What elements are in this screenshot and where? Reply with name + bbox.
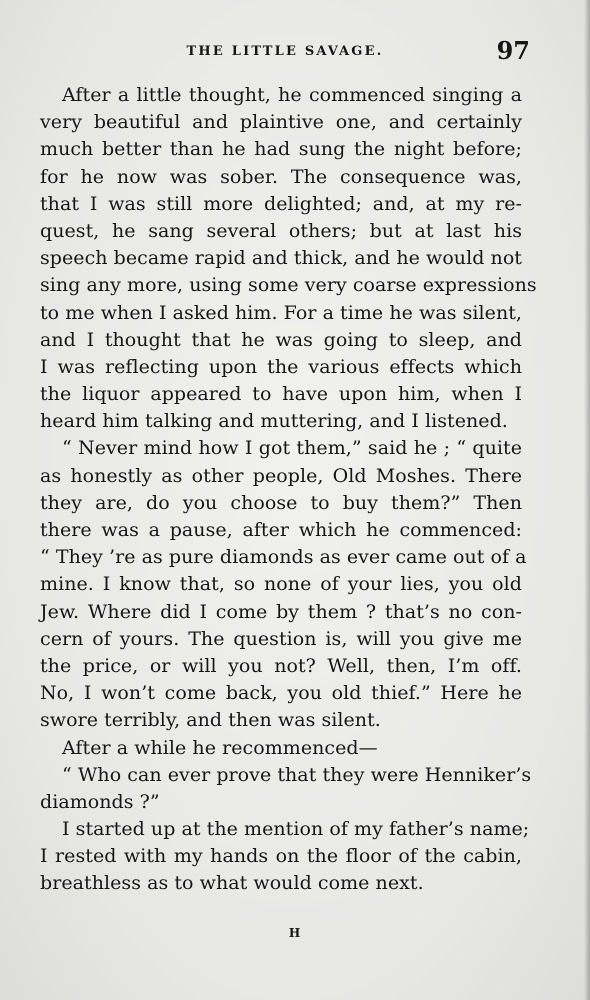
body-text — [40, 82, 537, 898]
text-line: I started up at the mention of my father’s name; — [62, 818, 530, 841]
text-line: much better than he had sung the night before; — [40, 138, 522, 161]
text-line: speech became rapid and thick, and he would not — [40, 247, 522, 270]
text-line: as honestly as other people, Old Moshes. There — [40, 464, 522, 487]
text-line: to me when I asked him. For a time he was silent, — [40, 301, 522, 324]
text-line: there was a pause, after which he commenced: — [40, 519, 522, 541]
text-line: cern of yours. The question is, will you give me — [40, 627, 522, 650]
text-line: for he now was sober. The consequence was, — [40, 165, 522, 188]
text-line: that I was still more delighted; and, at my re- — [40, 192, 522, 215]
page-number: 97 — [496, 36, 530, 65]
text-line: No, I won’t come back, you old thief.” Here he — [40, 682, 522, 705]
running-title: THE LITTLE SAVAGE. — [186, 44, 384, 59]
text-line: After a while he recommenced— — [62, 736, 378, 759]
text-line: mine. I know that, so none of your lies, you old — [40, 573, 522, 596]
text-line: they are, do you choose to buy them?” Then — [40, 491, 522, 514]
text-line: “ They ’re as pure diamonds as ever came out of a — [40, 546, 527, 569]
text-line: swore terribly, and then was silent. — [40, 709, 381, 732]
text-line: “ Never mind how I got them,” said he ; “ quite — [62, 437, 522, 460]
text-line: heard him talking and muttering, and I listened. — [40, 410, 508, 433]
text-line: and I thought that he was going to sleep, and — [40, 328, 522, 351]
text-line: the liquor appeared to have upon him, when I — [40, 383, 522, 406]
text-line: “ Who can ever prove that they were Henniker’s — [62, 763, 532, 786]
text-line: I rested with my hands on the floor of the cabin, — [40, 845, 522, 868]
text-line: diamonds ?” — [40, 790, 160, 813]
text-line: quest, he sang several others; but at last his — [40, 219, 522, 242]
running-head — [40, 36, 530, 70]
text-line: sing any more, using some very coarse expressions — [40, 274, 537, 297]
text-line: the price, or will you not? Well, then, I’m off. — [40, 654, 522, 677]
text-line: breathless as to what would come next. — [40, 872, 424, 895]
text-line: Jew. Where did I come by them ? that’s no con- — [40, 600, 522, 623]
text-line: I was reflecting upon the various effects which — [40, 355, 522, 378]
signature-mark: H — [288, 926, 302, 940]
text-line: After a little thought, he commenced singing a — [62, 84, 522, 106]
text-line: very beautiful and plaintive one, and certainly — [40, 111, 522, 134]
